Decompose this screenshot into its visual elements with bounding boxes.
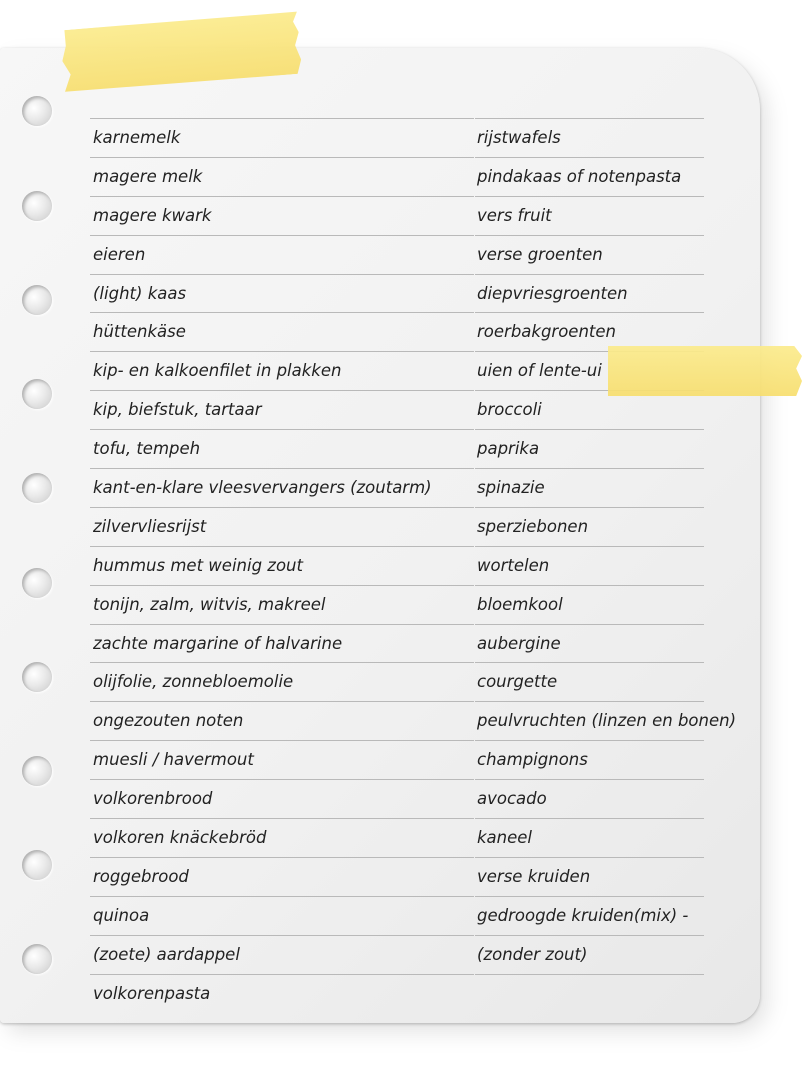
- list-item: magere melk: [90, 157, 474, 196]
- binder-hole: [22, 191, 52, 221]
- list-item: kip- en kalkoenfilet in plakken: [90, 351, 474, 390]
- binder-hole: [22, 285, 52, 315]
- list-item: bloemkool: [475, 585, 704, 624]
- list-item: eieren: [90, 235, 474, 274]
- list-item: olijfolie, zonnebloemolie: [90, 662, 474, 701]
- list-item: hummus met weinig zout: [90, 546, 474, 585]
- list-item: magere kwark: [90, 196, 474, 235]
- list-item: karnemelk: [90, 118, 474, 157]
- list-item: peulvruchten (linzen en bonen): [475, 701, 704, 740]
- binder-hole: [22, 662, 52, 692]
- binder-hole: [22, 756, 52, 786]
- list-item: volkorenpasta: [90, 974, 474, 1013]
- tape-strip-right: [608, 346, 802, 396]
- list-item: ongezouten noten: [90, 701, 474, 740]
- list-item: uien of lente-ui: [475, 351, 704, 390]
- list-item: hüttenkäse: [90, 312, 474, 351]
- list-item: volkorenbrood: [90, 779, 474, 818]
- list-item: (light) kaas: [90, 274, 474, 313]
- shopping-list-right: [475, 118, 737, 975]
- list-item: broccoli: [475, 390, 704, 429]
- binder-hole: [22, 96, 52, 126]
- binder-hole: [22, 379, 52, 409]
- list-item: zachte margarine of halvarine: [90, 624, 474, 663]
- list-item: rijstwafels: [475, 118, 704, 157]
- list-item: courgette: [475, 662, 704, 701]
- list-item: quinoa: [90, 896, 474, 935]
- list-item: gedroogde kruiden(mix) -: [475, 896, 704, 935]
- list-item: kaneel: [475, 818, 704, 857]
- list-item: muesli / havermout: [90, 740, 474, 779]
- list-item: kant-en-klare vleesvervangers (zoutarm): [90, 468, 474, 507]
- list-item: (zoete) aardappel: [90, 935, 474, 974]
- list-item: diepvriesgroenten: [475, 274, 704, 313]
- list-item: sperziebonen: [475, 507, 704, 546]
- list-end-rule: [475, 974, 704, 975]
- list-item: zilvervliesrijst: [90, 507, 474, 546]
- list-item: spinazie: [475, 468, 704, 507]
- list-item: pindakaas of notenpasta: [475, 157, 704, 196]
- list-item: avocado: [475, 779, 704, 818]
- binder-hole: [22, 473, 52, 503]
- list-item: kip, biefstuk, tartaar: [90, 390, 474, 429]
- list-item: wortelen: [475, 546, 704, 585]
- list-item: volkoren knäckebröd: [90, 818, 474, 857]
- list-item: paprika: [475, 429, 704, 468]
- shopping-list-left: [90, 118, 474, 1012]
- list-item: tonijn, zalm, witvis, makreel: [90, 585, 474, 624]
- list-item: roerbakgroenten: [475, 312, 704, 351]
- list-item: champignons: [475, 740, 704, 779]
- list-item: roggebrood: [90, 857, 474, 896]
- binder-hole: [22, 944, 52, 974]
- list-item: aubergine: [475, 624, 704, 663]
- binder-hole: [22, 850, 52, 880]
- list-item: vers fruit: [475, 196, 704, 235]
- binder-hole: [22, 568, 52, 598]
- list-item: verse groenten: [475, 235, 704, 274]
- list-item: verse kruiden: [475, 857, 704, 896]
- list-item: (zonder zout): [475, 935, 704, 974]
- list-item: tofu, tempeh: [90, 429, 474, 468]
